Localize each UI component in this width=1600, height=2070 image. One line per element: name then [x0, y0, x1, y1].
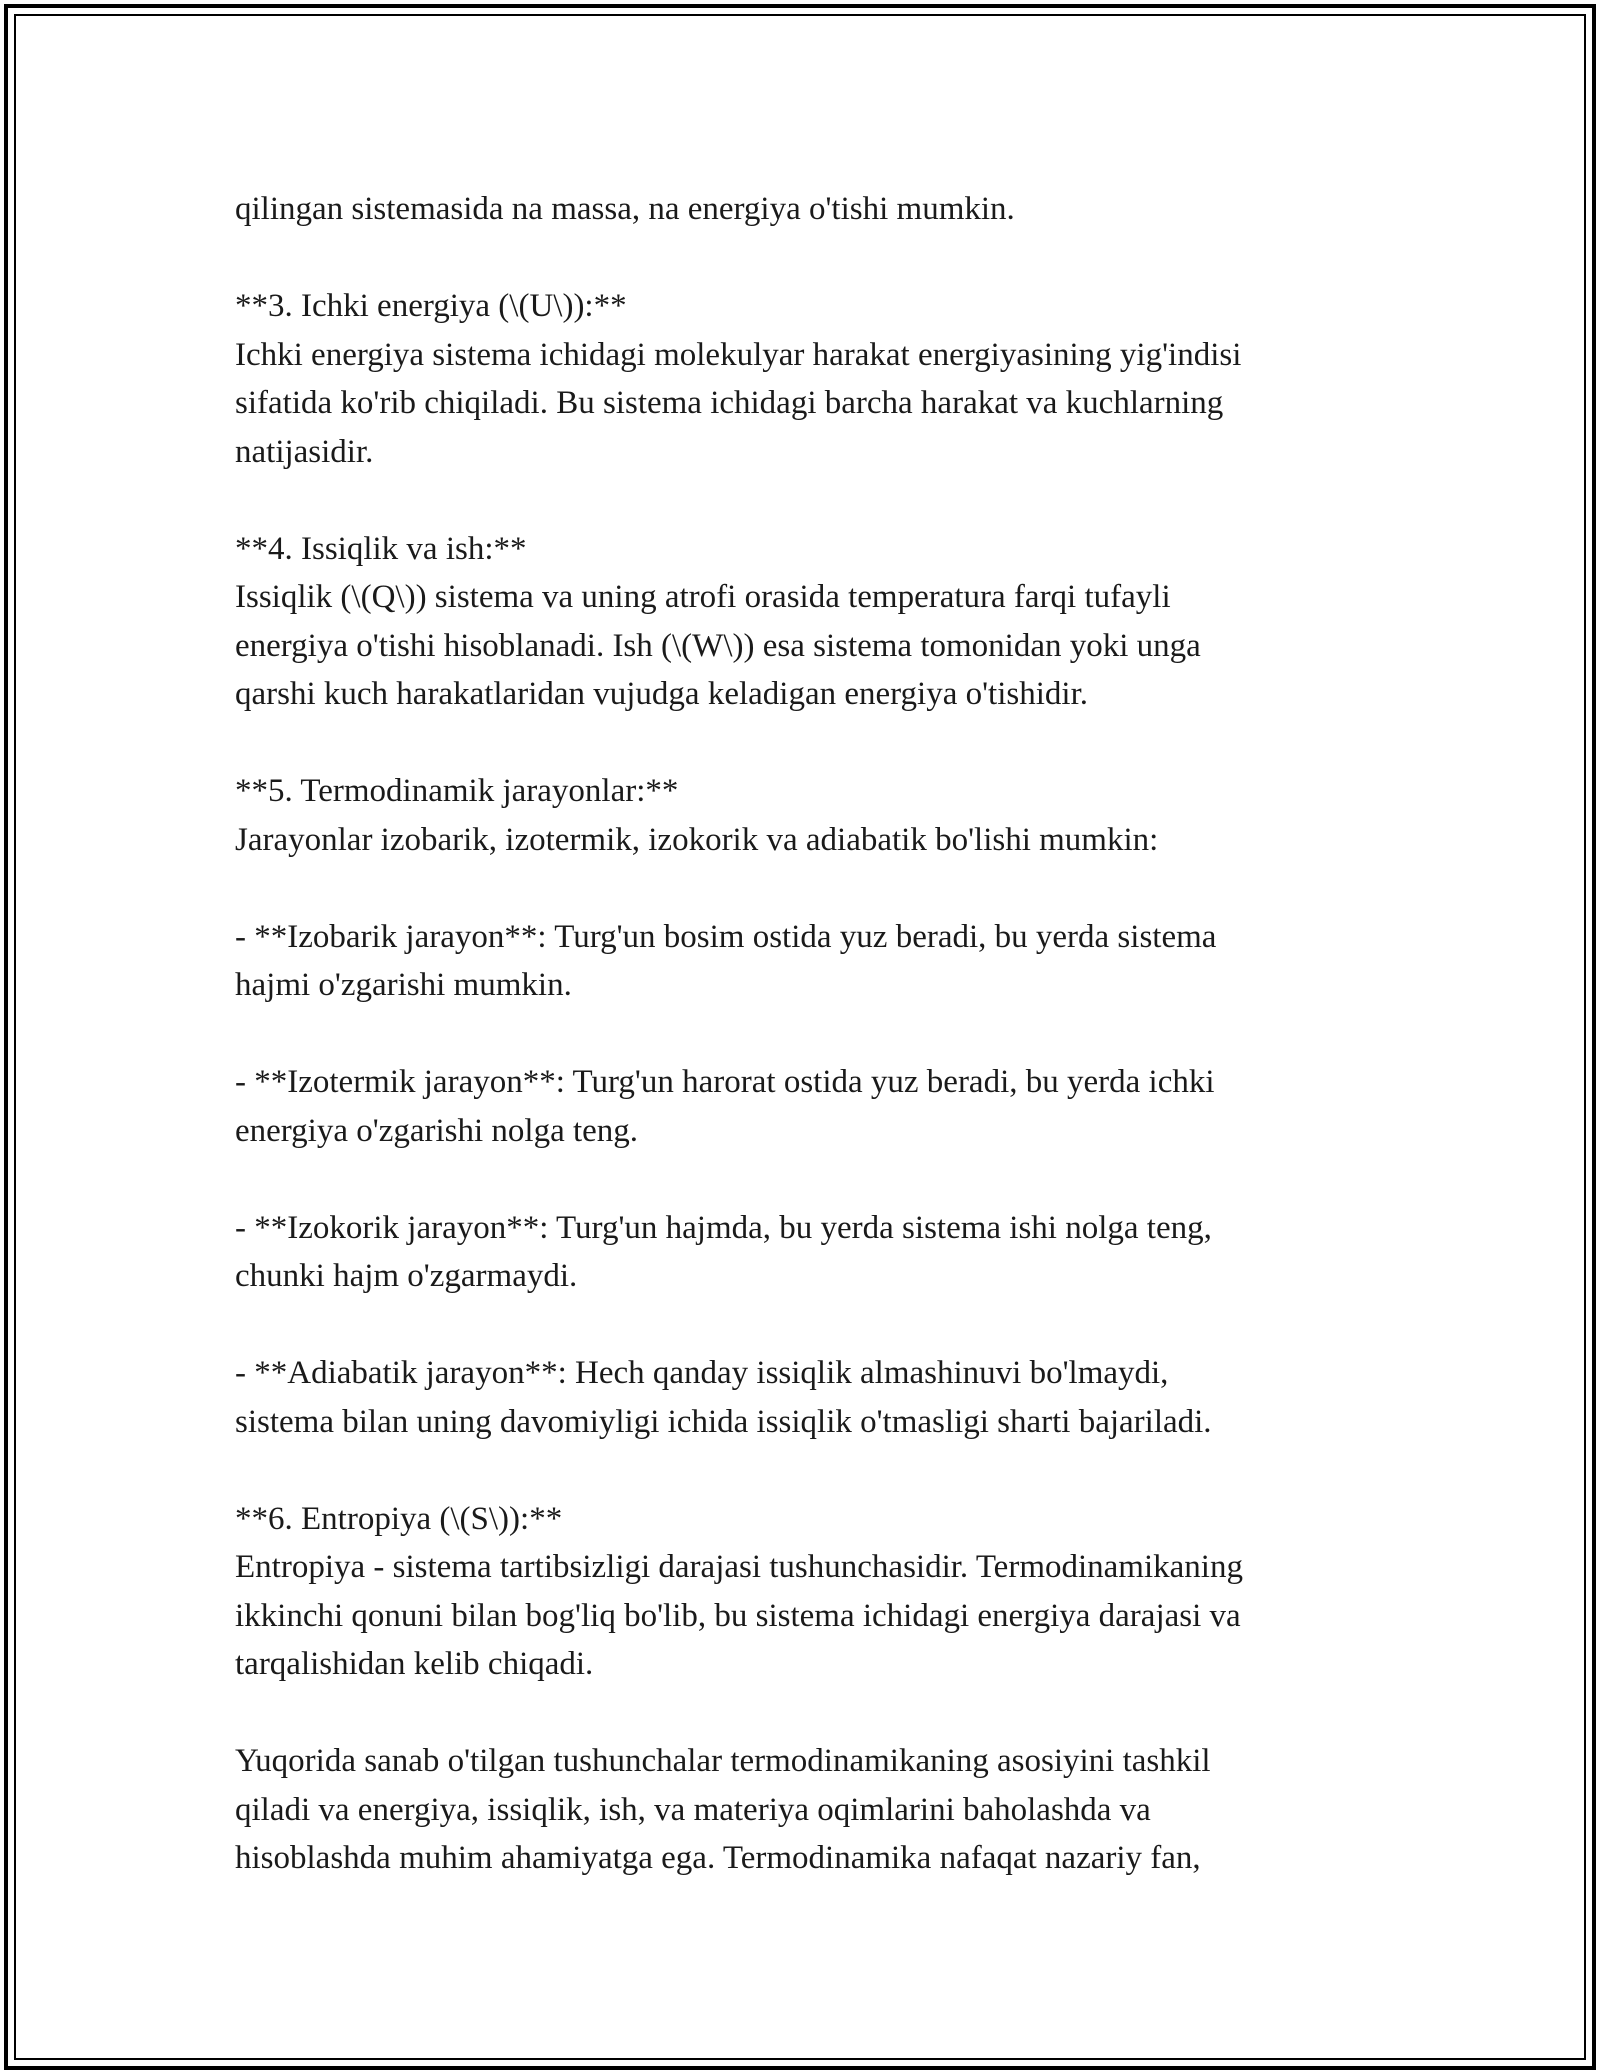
section-heading-processes: **5. Termodinamik jarayonlar:**: [235, 773, 679, 809]
blank-line: [235, 864, 1415, 913]
text-line: tarqalishidan kelib chiqadi.: [235, 1646, 594, 1682]
list-item-isothermal: - **Izotermik jarayon**: Turg'un harorat ostida yuz beradi, bu yerda ichki: [235, 1064, 1215, 1100]
blank-line: [235, 1155, 1415, 1204]
text-line: energiya o'zgarishi nolga teng.: [235, 1112, 639, 1149]
list-item-isochoric: - **Izokorik jarayon**: Turg'un hajmda, bu yerda sistema ishi nolga teng,: [235, 1209, 1212, 1246]
text-line: qilingan sistemasida na massa, na energiya o'tishi mumkin.: [235, 191, 1015, 227]
section-heading-entropy: **6. Entropiya (\(S\)):**: [235, 1500, 563, 1537]
text-line: sistema bilan uning davomiyligi ichida issiqlik o'tmasligi sharti bajariladi.: [235, 1403, 1212, 1440]
text-line: Entropiya - sistema tartibsizligi darajasi tushunchasidir. Termodinamikaning: [235, 1549, 1243, 1585]
text-line: hajmi o'zgarishi mumkin.: [235, 967, 572, 1003]
blank-line: [235, 1301, 1415, 1350]
blank-line: [235, 719, 1415, 768]
text-line: natijasidir.: [235, 433, 374, 470]
blank-line: [235, 234, 1415, 283]
section-heading-internal-energy: **3. Ichki energiya (\(U\)):**: [235, 288, 627, 324]
text-line: qiladi va energiya, issiqlik, ish, va materiya oqimlarini baholashda va: [235, 1791, 1151, 1828]
blank-line: [235, 1010, 1415, 1059]
text-line: qarshi kuch harakatlaridan vujudga keladigan energiya o'tishidir.: [235, 676, 1088, 712]
text-line: sifatida ko'rib chiqiladi. Bu sistema ichidagi barcha harakat va kuchlarning: [235, 385, 1224, 421]
blank-line: [235, 476, 1415, 525]
list-item-isobaric: - **Izobarik jarayon**: Turg'un bosim ostida yuz beradi, bu yerda sistema: [235, 918, 1217, 955]
text-line: ikkinchi qonuni bilan bog'liq bo'lib, bu sistema ichidagi energiya darajasi va: [235, 1597, 1241, 1634]
text-line: hisoblashda muhim ahamiyatga ega. Termodinamika nafaqat nazariy fan,: [235, 1840, 1201, 1876]
document-body: [235, 185, 1415, 1883]
blank-line: [235, 1689, 1415, 1738]
blank-line: [235, 1446, 1415, 1495]
text-line: Ichki energiya sistema ichidagi molekulyar harakat energiyasining yig'indisi: [235, 336, 1242, 373]
text-line: Jarayonlar izobarik, izotermik, izokorik va adiabatik bo'lishi mumkin:: [235, 821, 1159, 858]
text-line: energiya o'tishi hisoblanadi. Ish (\(W\)) esa sistema tomonidan yoki unga: [235, 627, 1201, 664]
section-heading-heat-and-work: **4. Issiqlik va ish:**: [235, 530, 527, 567]
text-line: Yuqorida sanab o'tilgan tushunchalar termodinamikaning asosiyini tashkil: [235, 1743, 1211, 1779]
text-line: chunki hajm o'zgarmaydi.: [235, 1258, 578, 1294]
list-item-adiabatic: - **Adiabatik jarayon**: Hech qanday issiqlik almashinuvi bo'lmaydi,: [235, 1355, 1169, 1391]
text-line: Issiqlik (\(Q\)) sistema va uning atrofi orasida temperatura farqi tufayli: [235, 579, 1171, 615]
